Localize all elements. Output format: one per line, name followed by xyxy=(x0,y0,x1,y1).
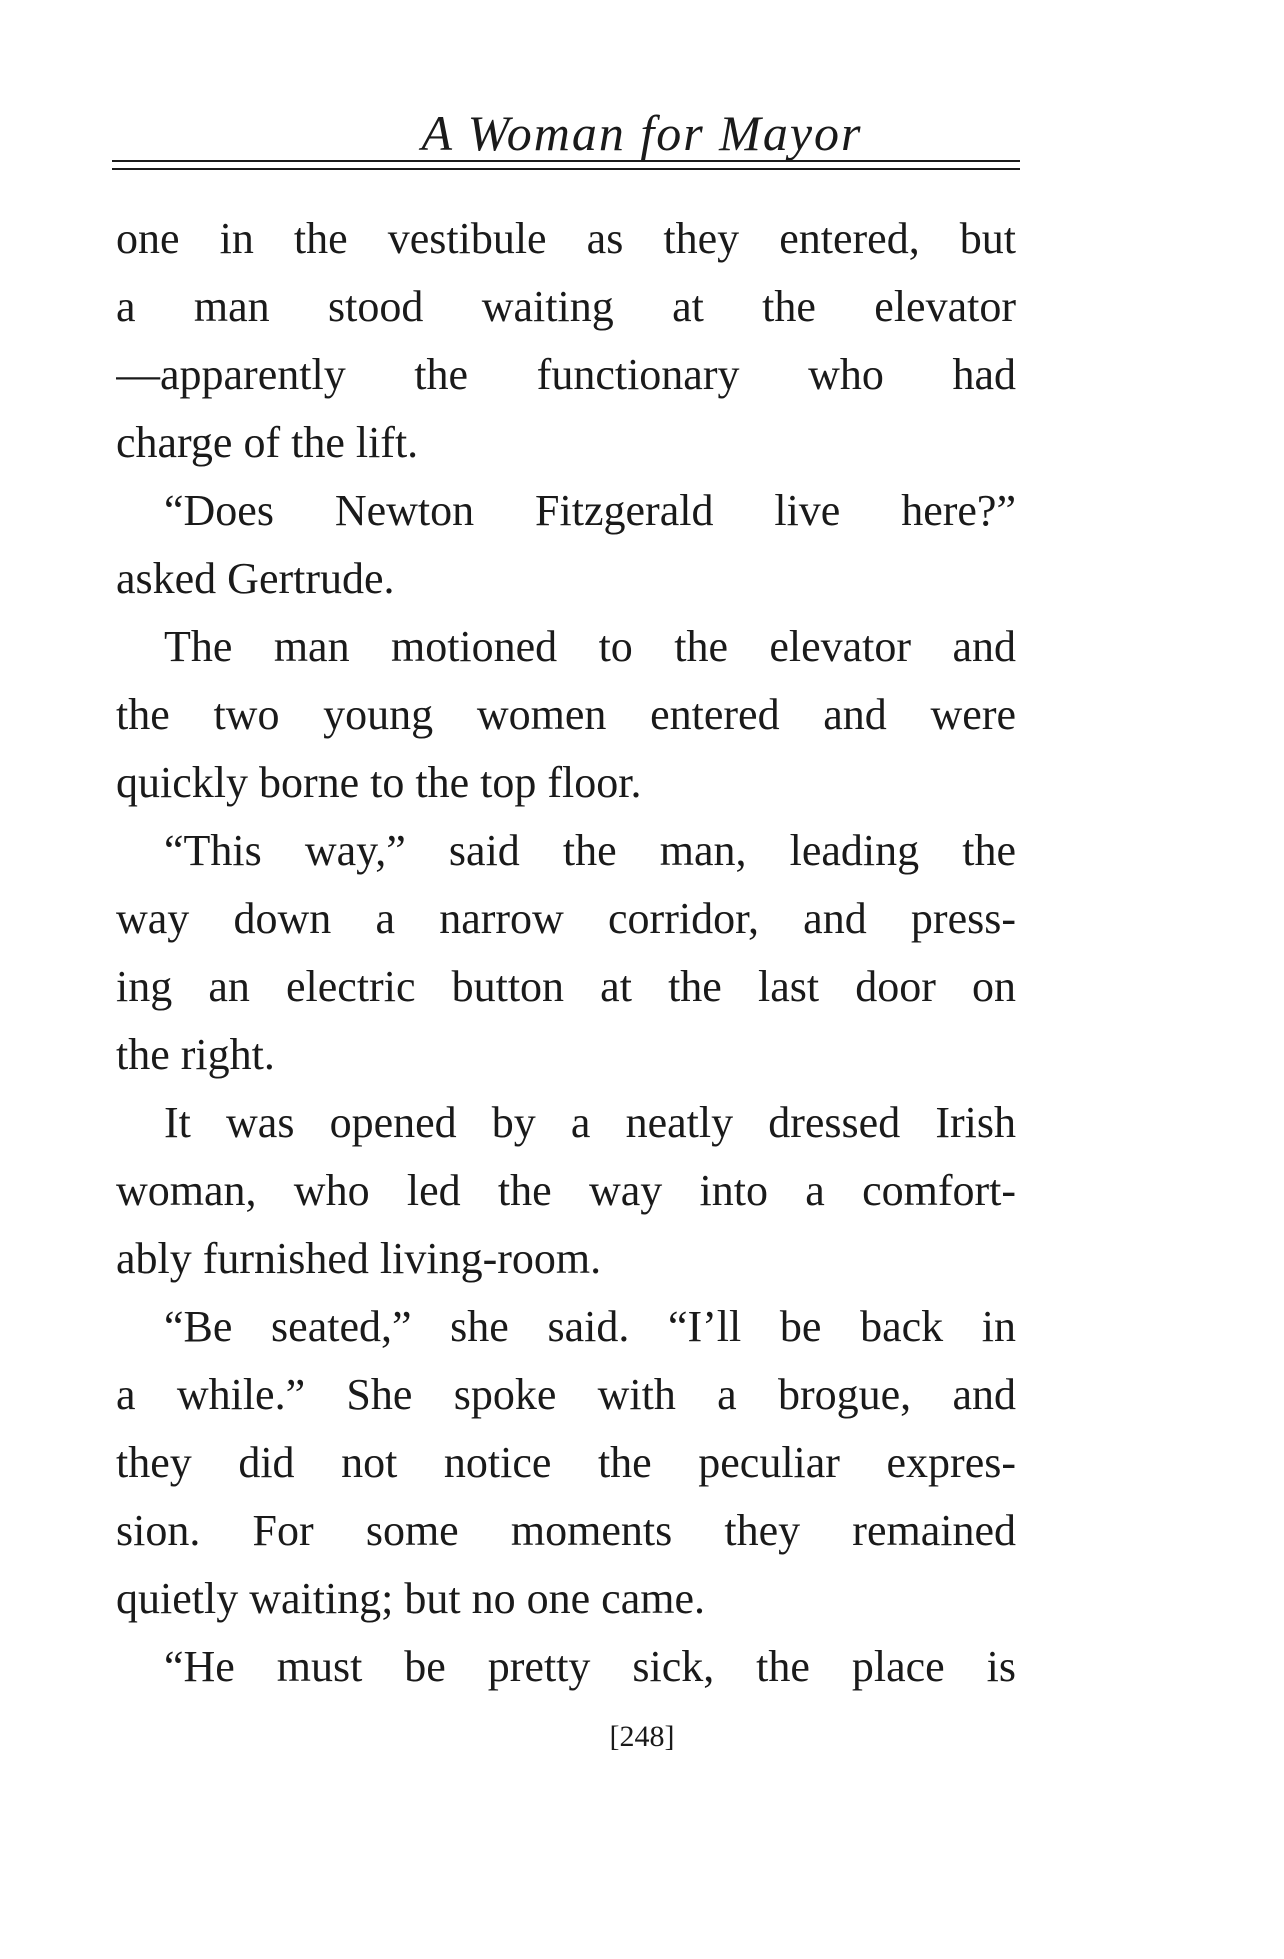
text-line: quietly waiting; but no one came. xyxy=(116,1574,705,1623)
text-line: “Be seated,” she said. “I’ll be back in xyxy=(164,1302,1016,1351)
text-line: —apparently the functionary who had xyxy=(116,350,1016,399)
text-line: one in the vestibule as they entered, but xyxy=(116,214,1016,263)
text-line: “Does Newton Fitzgerald live here?” xyxy=(164,486,1016,535)
body-text xyxy=(116,205,1016,1701)
header-rule-top xyxy=(112,160,1020,162)
text-line: a while.” She spoke with a brogue, and xyxy=(116,1370,1016,1419)
running-head: A Woman for Mayor xyxy=(421,105,863,161)
header-rule-bottom xyxy=(112,168,1020,170)
text-line: ing an electric button at the last door on xyxy=(116,962,1016,1011)
text-line: It was opened by a neatly dressed Irish xyxy=(164,1098,1016,1147)
text-line: the two young women entered and were xyxy=(116,690,1016,739)
text-line: sion. For some moments they remained xyxy=(116,1506,1016,1555)
text-line: the right. xyxy=(116,1030,275,1079)
text-line: charge of the lift. xyxy=(116,418,419,467)
text-line: they did not notice the peculiar expres- xyxy=(116,1438,1016,1487)
text-line: The man motioned to the elevator and xyxy=(164,622,1016,671)
text-line: quickly borne to the top floor. xyxy=(116,758,642,807)
text-line: woman, who led the way into a comfort- xyxy=(116,1166,1016,1215)
text-line: ably furnished living-room. xyxy=(116,1234,602,1283)
text-line: “This way,” said the man, leading the xyxy=(164,826,1016,875)
page-number: [248] xyxy=(609,1720,675,1753)
text-line: “He must be pretty sick, the place is xyxy=(164,1642,1016,1691)
text-line: a man stood waiting at the elevator xyxy=(116,282,1016,331)
text-line: asked Gertrude. xyxy=(116,554,395,603)
text-line: way down a narrow corridor, and press- xyxy=(116,894,1016,943)
